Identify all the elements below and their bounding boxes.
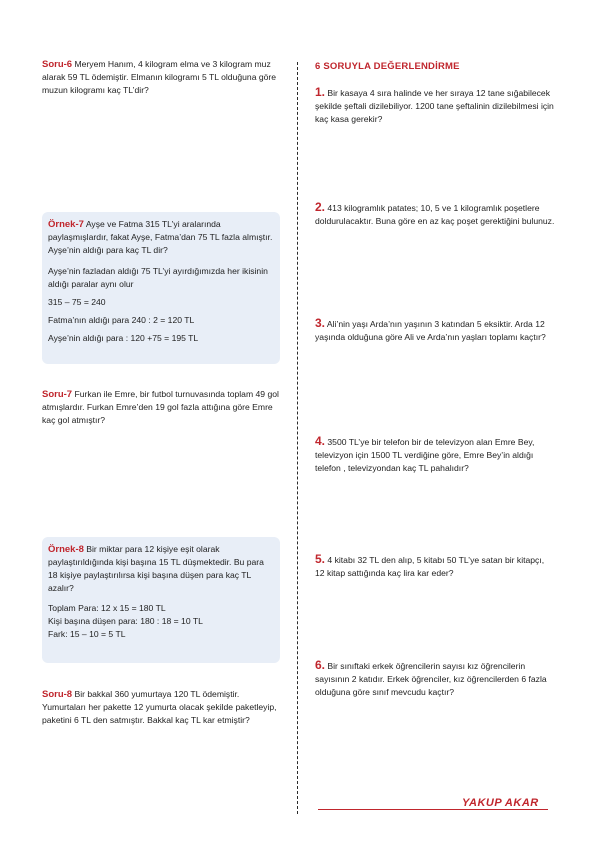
- question-6: [315, 659, 555, 699]
- soru-6-label: Soru-6: [42, 59, 73, 70]
- soru-7-label: Soru-7: [42, 389, 73, 400]
- question-6-number: 6.: [315, 658, 326, 672]
- question-3-number: 3.: [315, 316, 326, 330]
- soru-8: [42, 688, 282, 727]
- soru-7-text: Furkan ile Emre, bir futbol turnuvasında toplam 49 gol atmışlardır. Furkan Emre’den 19 gol fazla attığına göre Emre kaç gol atmıştır?: [42, 389, 279, 425]
- question-1-text: Bir kasaya 4 sıra halinde ve her sıraya 12 tane sığabilecek şekilde şeftali dizilebiliyor. 1200 tane şeftalinin dizilebilmesi için kaç kasa gerekir?: [315, 88, 554, 124]
- footer-rule: [318, 809, 548, 810]
- column-divider: [297, 62, 298, 814]
- ornek-8-question: Bir miktar para 12 kişiye eşit olarak paylaştırıldığında kişi başına 15 TL düşmektedir. Bu para 18 kişiye paylaştırılırsa kişi başına düşen para kaç TL azalır?: [48, 544, 264, 593]
- question-3: [315, 317, 555, 344]
- question-5-number: 5.: [315, 552, 326, 566]
- question-2-text: 413 kilogramlık patates; 10, 5 ve 1 kilogramlık poşetlere doldurulacaktır. Buna göre en az kaç poşet gerektiğini bulunuz.: [315, 203, 555, 226]
- soru-8-label: Soru-8: [42, 689, 73, 700]
- ornek-7-question: Ayşe ve Fatma 315 TL’yi aralarında paylaşmışlardır, fakat Ayşe, Fatma’dan 75 TL fazla almıştır. Ayşe’nin aldığı para kaç TL dir?: [48, 219, 273, 255]
- question-5-text: 4 kitabı 32 TL den alıp, 5 kitabı 50 TL’ye satan bir kitapçı, 12 kitap sattığında kaç lira kar eder?: [315, 555, 545, 578]
- question-4-number: 4.: [315, 434, 326, 448]
- ornek-8-box: [42, 537, 280, 663]
- question-5: [315, 553, 555, 580]
- question-4-text: 3500 TL’ye bir telefon bir de televizyon alan Emre Bey, televizyon için 1500 TL verdiğine göre, Emre Bey’in aldığı telefon , televizyondan kaç TL pahalıdır?: [315, 437, 535, 473]
- soru-6-text: Meryem Hanım, 4 kilogram elma ve 3 kilogram muz alarak 59 TL ödemiştir. Elmanın kilogramı 5 TL olduğuna göre muzun kilogramı kaç TL’dir?: [42, 59, 277, 95]
- ornek-8-line-1: Toplam Para: 12 x 15 = 180 TL: [48, 603, 166, 613]
- question-4: [315, 435, 555, 475]
- question-6-text: Bir sınıftaki erkek öğrencilerin sayısı kız öğrencilerin sayısının 2 katıdır. Erkek öğrenciler, kız öğrencilerden 6 fazla olduğuna göre sınıf mevcudu kaçtır?: [315, 661, 547, 697]
- ornek-7-box: [42, 212, 280, 364]
- ornek-8-line-3: Fark: 15 – 10 = 5 TL: [48, 629, 126, 639]
- soru-6: [42, 58, 282, 97]
- question-1-number: 1.: [315, 85, 326, 99]
- ornek-7-line-2: 315 – 75 = 240: [48, 297, 106, 307]
- soru-7: [42, 388, 282, 427]
- question-1: [315, 86, 555, 126]
- question-2: [315, 201, 555, 228]
- ornek-7-line-3: Fatma’nın aldığı para 240 : 2 = 120 TL: [48, 315, 195, 325]
- question-3-text: Ali’nin yaşı Arda’nın yaşının 3 katından 5 eksiktir. Arda 12 yaşında olduğuna göre Ali ve Arda’nın yaşları toplamı kaçtır?: [315, 319, 546, 342]
- ornek-7-line-1: Ayşe’nin fazladan aldığı 75 TL’yi ayırdığımızda her ikisinin aldığı paralar aynı olur: [48, 266, 268, 289]
- question-2-number: 2.: [315, 200, 326, 214]
- section-title: 6 SORUYLA DEĞERLENDİRME: [315, 61, 460, 72]
- ornek-7-label: Örnek-7: [48, 219, 84, 230]
- ornek-7-line-4: Ayşe’nin aldığı para : 120 +75 = 195 TL: [48, 333, 199, 343]
- author-name: YAKUP AKAR: [462, 797, 539, 809]
- ornek-8-line-2: Kişi başına düşen para: 180 : 18 = 10 TL: [48, 616, 203, 626]
- soru-8-text: Bir bakkal 360 yumurtaya 120 TL ödemiştir. Yumurtaları her pakette 12 yumurta olacak şekilde paketleyip, paketini 6 TL den satmıştır. Bakkal kaç TL kar etmiştir?: [42, 689, 277, 725]
- ornek-8-label: Örnek-8: [48, 544, 84, 555]
